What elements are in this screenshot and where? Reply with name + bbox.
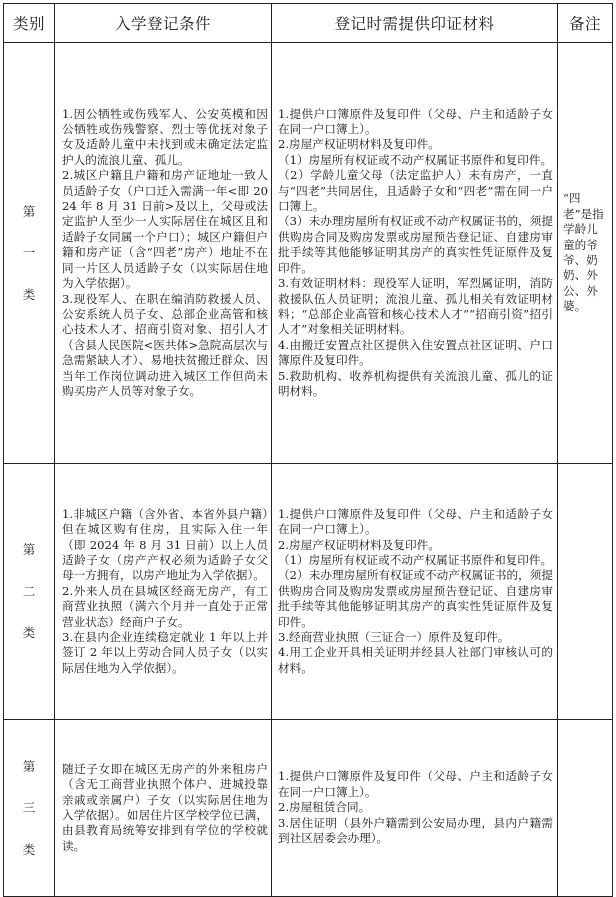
note-cell: “四老”是指学龄儿童的爷爷、奶奶、外公、外婆。 xyxy=(558,43,613,464)
header-category: 类别 xyxy=(4,4,55,43)
materials-cell xyxy=(272,43,558,464)
condition-item: 1.非城区户籍（含外省、本省外县户籍）但在城区购有住房，且实际入住一年（即 2024 年 8 月 31 日前）以上人员适龄子女（房产产权必须为适龄子女父母一方拥有，以房产地址为入学依据）。 xyxy=(62,506,268,583)
condition-item: 2.外来人员在县城区经商无房产，有工商营业执照（满六个月并一直处于正常营业状态）经商户子女。 xyxy=(62,583,268,629)
material-item: （3）未办理房屋所有权证或不动产权属证书的，须提供购房合同及购房发票或房屋预告登记证、自建房审批手续等其他能够证明其房产的真实性凭证原件及复印件。 xyxy=(278,214,553,275)
material-item: 2.房屋产权证明材料及复印件。 xyxy=(278,537,440,552)
category-cell: 第 一 类 xyxy=(4,43,55,464)
materials-cell xyxy=(272,720,558,897)
conditions-cell xyxy=(55,720,272,897)
material-item: 4.用工企业开具相关证明并经县人社部门审核认可的材料。 xyxy=(278,645,553,675)
condition-item: 1.因公牺牲或伤残军人、公安英模和因公牺牲或伤残警察、烈士等优抚对象子女及适龄儿童中未找到或未确定法定监护人的流浪儿童、孤儿。 xyxy=(62,106,268,167)
material-item: （1）房屋所有权证或不动产权属证书原件和复印件。 xyxy=(278,552,553,567)
material-item: 3.经商营业执照（三证合一）原件及复印件。 xyxy=(278,630,510,645)
header-materials: 登记时需提供印证材料 xyxy=(272,4,558,43)
admission-table xyxy=(3,3,613,897)
material-item: 2.房屋租赁合同。 xyxy=(278,800,371,815)
conditions-cell xyxy=(55,464,272,720)
note-cell xyxy=(558,464,613,720)
note-cell xyxy=(558,720,613,897)
header-notes: 备注 xyxy=(558,4,613,43)
material-item: 1.提供户口簿原件及复印件（父母、户主和适龄子女在同一户口簿上）。 xyxy=(278,769,553,799)
material-item: 3.有效证明材料：现役军人证明，军烈属证明，消防救援队伍人员证明；流浪儿童、孤儿相关有效证明材料；“总部企业高管和核心技术人才”“招商引资”招引人才”对象相关证明材料。 xyxy=(278,276,553,337)
header-conditions: 入学登记条件 xyxy=(55,4,272,43)
table-row xyxy=(4,720,613,897)
material-item: 4.由搬迁安置点社区提供入住安置点社区证明、户口簿原件及复印件。 xyxy=(278,337,553,368)
condition-item: 3.在县内企业连续稳定就业 1 年以上并签订 2 年以上劳动合同人员子女（以实际居住地为入学依据）。 xyxy=(62,630,268,675)
material-item: 1.提供户口簿原件及复印件（父母、户主和适龄子女在同一户口簿上）。 xyxy=(278,106,553,137)
material-item: （2）学龄儿童父母（法定监护人）未有房产，一直与“四老”共同居住，且适龄子女和“四老”需在同一户口簿上。 xyxy=(278,168,553,214)
conditions-cell xyxy=(55,43,272,464)
material-item: （1）房屋所有权证或不动产权属证书原件和复印件。 xyxy=(278,152,553,167)
materials-cell xyxy=(272,464,558,720)
material-item: 2.房屋产权证明材料及复印件。 xyxy=(278,137,440,152)
table-row xyxy=(4,464,613,720)
condition-item: 随迁子女即在城区无房产的外来租房户（含无工商营业执照个体户、进城投靠亲戚或亲属户）子女（以实际居住地为入学依据）。如居住片区学校学位已满，由县教育局统筹安排到有学位的学校就读。 xyxy=(62,761,268,853)
material-item: 3.居住证明（县外户籍需到公安局办理，县内户籍需到社区居委会办理）。 xyxy=(278,815,553,846)
material-item: 1.提供户口簿原件及复印件（父母、户主和适龄子女在同一户口簿上）。 xyxy=(278,506,553,537)
category-cell: 第 三 类 xyxy=(4,720,55,897)
table-row xyxy=(4,43,613,464)
condition-item: 3.现役军人、在职在编消防救援人员、公安系统人员子女、总部企业高管和核心技术人才、招商引资对象、招引人才（含县人民医院<医共体>急院高层次与急需紧缺人才）、易地扶贫搬迁群众、因当年工作岗位调动进入城区工作但尚未购买房产人员等对象子女。 xyxy=(62,291,268,398)
condition-item: 2.城区户籍且户籍和房产证地址一致人员适龄子女（户口迁入需满一年<即 2024 年 8 月 31 日前>及以上，父母或法定监护人至少一人实际居住在城区且和适龄子女同属一个户口）；城区户籍但户籍和房产证（含“四老”房产）地址不在同一片区人员适龄子女（以实际居住地为入学依据）。 xyxy=(62,168,268,291)
material-item: 5.救助机构、收养机构提供有关流浪儿童、孤儿的证明材料。 xyxy=(278,368,553,398)
material-item: （2）未办理房屋所有权证或不动产权属证书的，须提供购房合同及购房发票或房屋预告登记证、自建房审批手续等其他能够证明其房产的真实性凭证原件及复印件。 xyxy=(278,568,553,629)
header-row xyxy=(4,4,613,43)
category-cell: 第 二 类 xyxy=(4,464,55,720)
